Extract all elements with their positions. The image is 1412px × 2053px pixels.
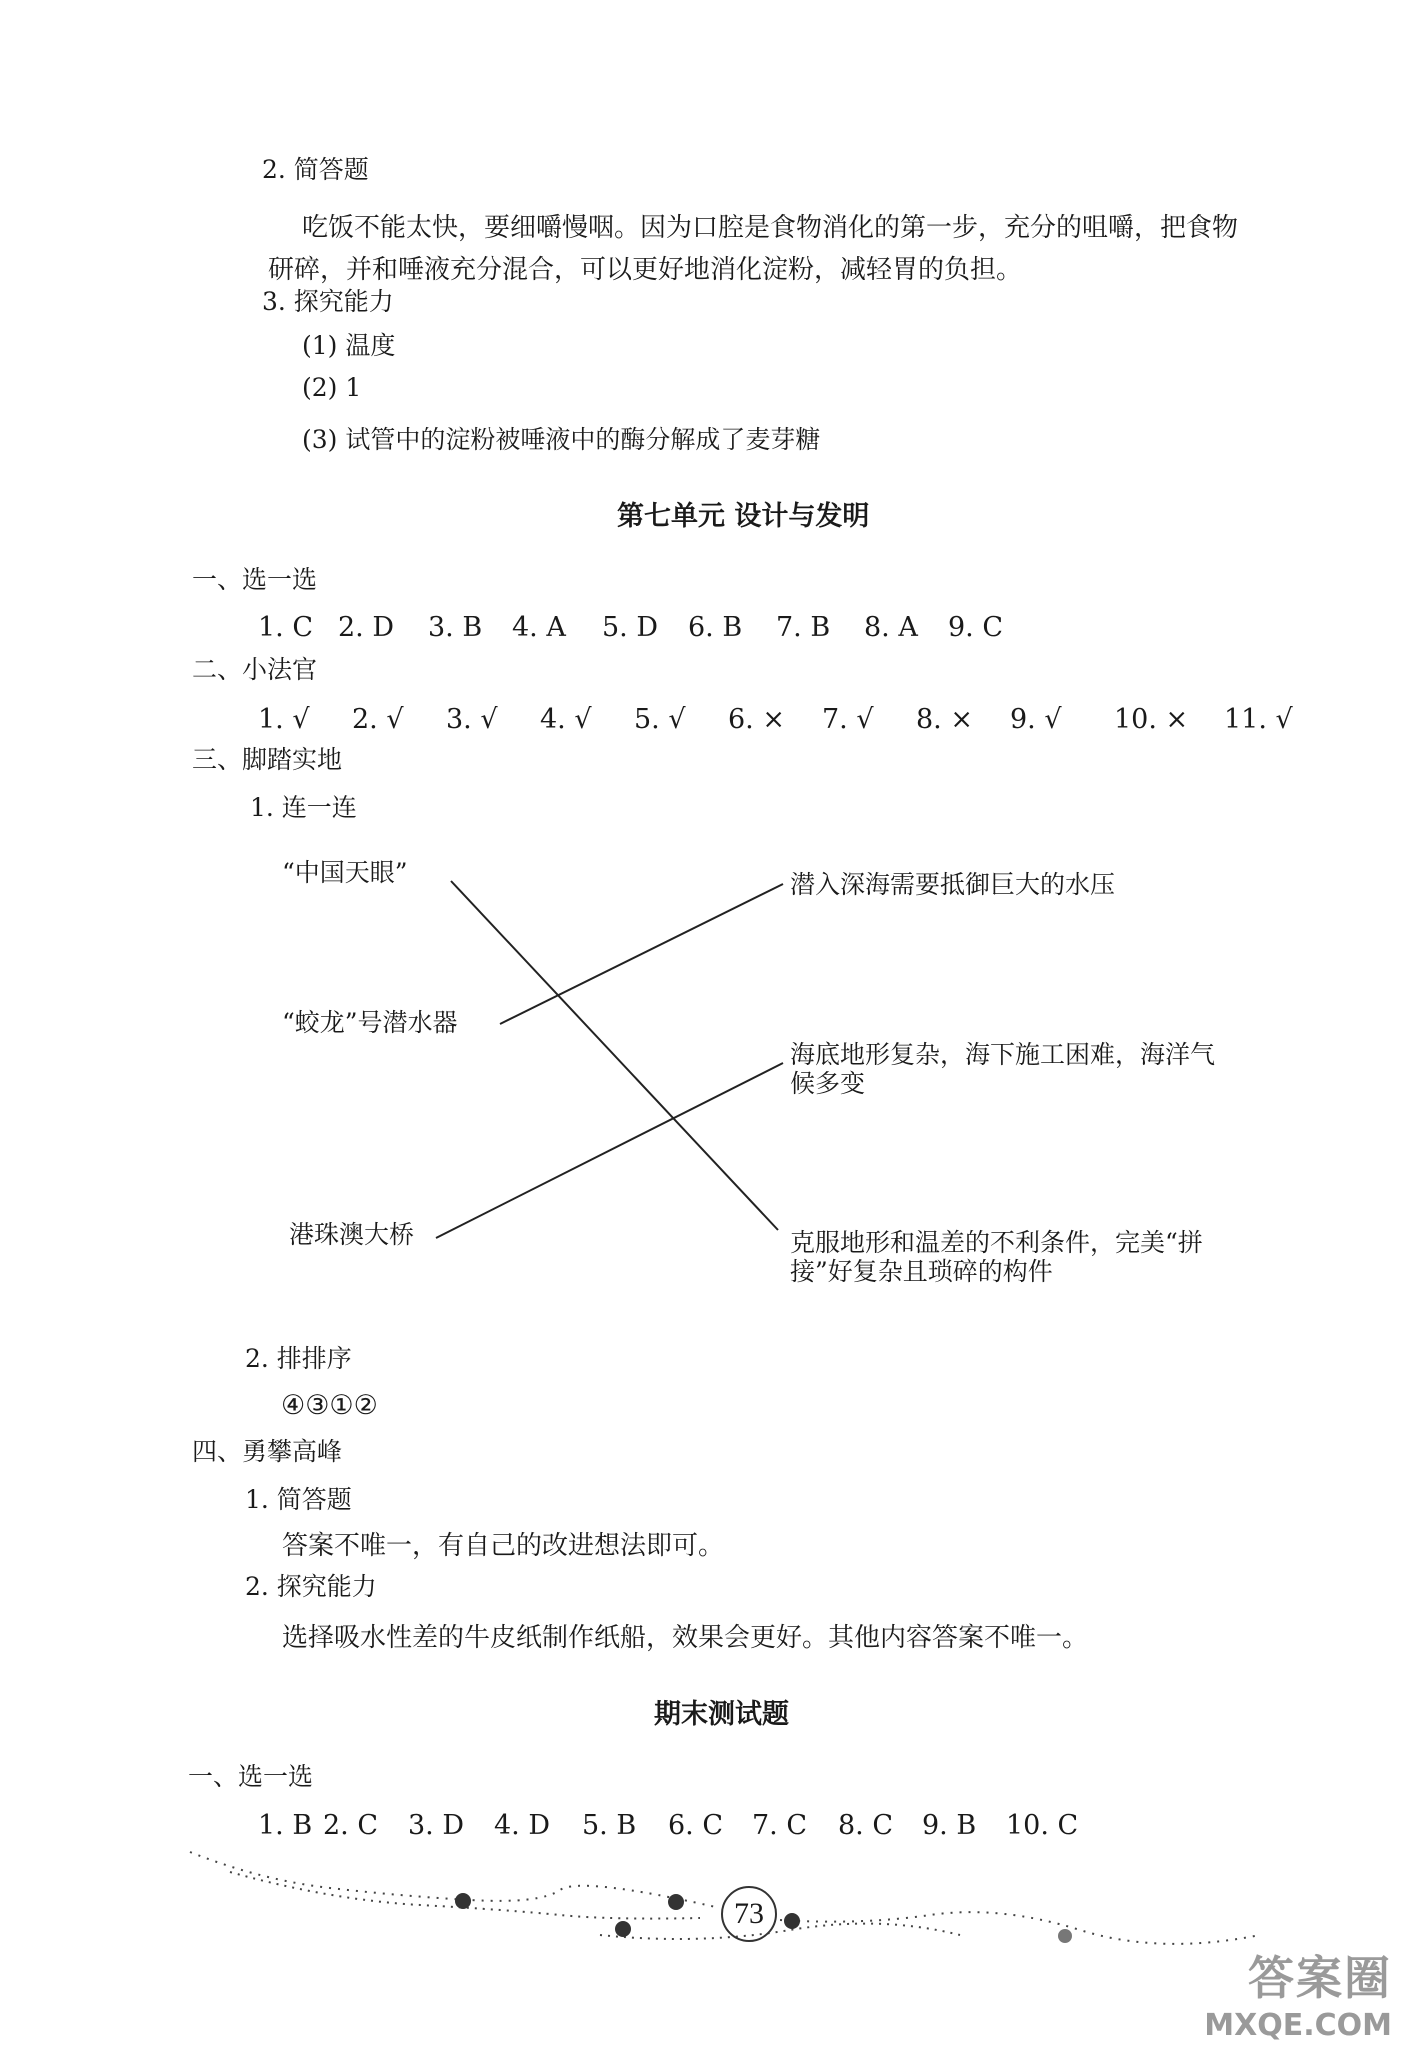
site-watermark xyxy=(1204,1942,1392,2043)
match-left-2: “蛟龙”号潜水器 xyxy=(282,1008,458,1037)
answer-item: 2. √ xyxy=(352,704,404,735)
match-right-2-line-2: 候多变 xyxy=(790,1069,866,1098)
answer-item: 1. C xyxy=(258,612,314,643)
q3-answer-3: (3) 试管中的淀粉被唾液中的酶分解成了麦芽糖 xyxy=(302,425,821,454)
answer-item: 3. D xyxy=(408,1810,464,1841)
unit7-s2-title: 二、小法官 xyxy=(192,655,318,684)
footer-dot xyxy=(784,1913,800,1929)
match-left-3: 港珠澳大桥 xyxy=(289,1220,415,1249)
answer-item: 10. × xyxy=(1114,704,1189,735)
q3-title: 3. 探究能力 xyxy=(262,287,394,316)
q2-answer-line-2: 研碎，并和唾液充分混合，可以更好地消化淀粉，减轻胃的负担。 xyxy=(268,255,1023,285)
answer-item: 3. √ xyxy=(446,704,498,735)
unit7-s1-title: 一、选一选 xyxy=(192,565,318,594)
answer-item: 8. × xyxy=(916,704,973,735)
answer-item: 1. √ xyxy=(258,704,310,735)
q2-title: 2. 简答题 xyxy=(262,155,369,184)
unit7-s3-q2-answer: ④③①② xyxy=(281,1390,378,1421)
unit7-s3-q1-title: 1. 连一连 xyxy=(250,793,357,822)
watermark-logo-text: 答案圈 xyxy=(1248,1951,1392,2005)
answer-item: 8. C xyxy=(838,1810,894,1841)
unit7-s3-q2-title: 2. 排排序 xyxy=(245,1344,352,1373)
footer-dot xyxy=(1058,1929,1072,1943)
footer-dot xyxy=(455,1893,471,1909)
answer-item: 2. C xyxy=(323,1810,379,1841)
answer-item: 3. B xyxy=(428,612,483,643)
unit7-s4-q1-title: 1. 简答题 xyxy=(245,1485,352,1514)
unit7-s4-title: 四、勇攀高峰 xyxy=(192,1437,343,1466)
page-number: 73 xyxy=(721,1886,777,1942)
footer-dot xyxy=(668,1894,684,1910)
answer-item: 7. B xyxy=(776,612,831,643)
answer-item: 1. B xyxy=(258,1810,313,1841)
final-exam-title: 期末测试题 xyxy=(654,1699,789,1730)
match-right-3-line-1: 克服地形和温差的不利条件，完美“拼 xyxy=(790,1228,1203,1257)
final-s1-title: 一、选一选 xyxy=(188,1762,314,1791)
answer-item: 8. A xyxy=(864,612,918,643)
answer-item: 9. √ xyxy=(1010,704,1062,735)
answer-item: 9. C xyxy=(948,612,1004,643)
footer-dotted-curve-3 xyxy=(780,1912,1260,1944)
answer-item: 11. √ xyxy=(1224,704,1293,735)
answer-item: 4. √ xyxy=(540,704,592,735)
answer-item: 7. C xyxy=(752,1810,808,1841)
unit7-s4-q2-title: 2. 探究能力 xyxy=(245,1572,377,1601)
answer-item: 10. C xyxy=(1006,1810,1079,1841)
q3-answer-1: (1) 温度 xyxy=(302,331,396,360)
unit7-s3-title: 三、脚踏实地 xyxy=(192,745,343,774)
answer-item: 6. C xyxy=(668,1810,724,1841)
answer-item: 4. D xyxy=(494,1810,550,1841)
q2-answer-line-1: 吃饭不能太快，要细嚼慢咽。因为口腔是食物消化的第一步，充分的咀嚼，把食物 xyxy=(302,213,1239,243)
footer-dot xyxy=(615,1921,631,1937)
watermark-url: MXQE.COM xyxy=(1204,2008,1392,2043)
unit7-title: 第七单元 设计与发明 xyxy=(617,501,870,532)
answer-item: 5. √ xyxy=(634,704,686,735)
answer-item: 9. B xyxy=(922,1810,977,1841)
answer-item: 6. × xyxy=(728,704,785,735)
q3-answer-2: (2) 1 xyxy=(302,373,362,402)
answer-item: 5. B xyxy=(582,1810,637,1841)
answer-item: 6. B xyxy=(688,612,743,643)
footer-dotted-curve-4 xyxy=(600,1924,960,1939)
match-left-1: “中国天眼” xyxy=(282,858,408,887)
answer-item: 7. √ xyxy=(822,704,874,735)
answer-item: 5. D xyxy=(602,612,658,643)
footer-dotted-curve-1 xyxy=(190,1852,720,1908)
answer-item: 2. D xyxy=(338,612,394,643)
unit7-s4-q1-answer: 答案不唯一，有自己的改进想法即可。 xyxy=(282,1531,725,1561)
match-right-1: 潜入深海需要抵御巨大的水压 xyxy=(790,870,1116,899)
match-right-3-line-2: 接”好复杂且琐碎的构件 xyxy=(790,1257,1053,1286)
unit7-s4-q2-answer: 选择吸水性差的牛皮纸制作纸船，效果会更好。其他内容答案不唯一。 xyxy=(282,1623,1089,1653)
answer-item: 4. A xyxy=(512,612,566,643)
match-right-2-line-1: 海底地形复杂，海下施工困难，海洋气 xyxy=(790,1040,1216,1069)
